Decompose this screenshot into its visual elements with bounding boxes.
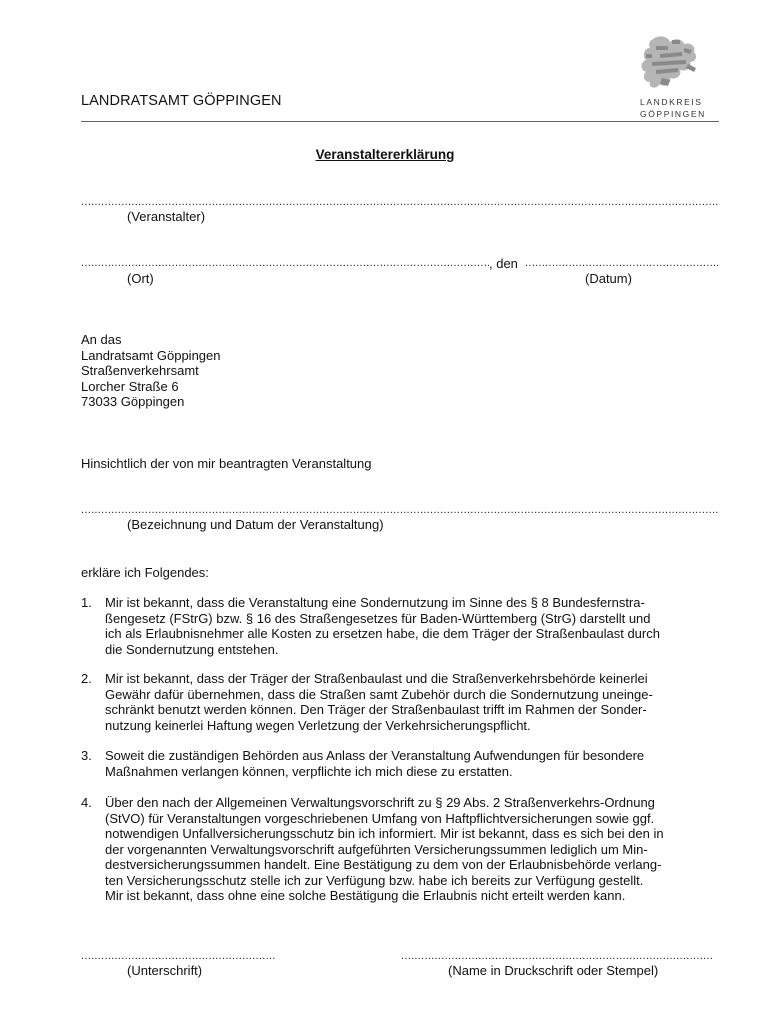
- list-item-line: Mir ist bekannt, dass ohne eine solche Bestätigung die Erlaubnis nicht erteilt werden kann.: [105, 888, 626, 903]
- list-item-line: der vorgenannten Verwaltungsvorschrift aufgeführten Versicherungssummen lediglich um Min-: [105, 841, 648, 857]
- logo-wordmark: [640, 96, 706, 120]
- list-item-1: [81, 595, 719, 657]
- address-line-4: Lorcher Straße 6: [81, 378, 179, 394]
- list-item-line: ich als Erlaubnisnehmer alle Kosten zu ersetzen habe, die dem Träger der Straßenbaulast durch: [105, 626, 660, 641]
- address-block: [81, 332, 220, 410]
- logo-line-2: GÖPPINGEN: [640, 109, 706, 119]
- address-line-1: An das: [81, 332, 122, 347]
- list-item-line: Mir ist bekannt, dass der Träger der Straßenbaulast und die Straßenverkehrsbehörde keinerlei: [105, 671, 648, 686]
- name-label: (Name in Druckschrift oder Stempel): [448, 963, 659, 978]
- place-label: (Ort): [127, 271, 154, 286]
- office-name: LANDRATSAMT GÖPPINGEN: [81, 93, 282, 109]
- list-item-line: schränkt benutzt werden können. Den Träger der Straßenbaulast trifft im Rahmen der Sonder-: [105, 702, 647, 717]
- organizer-label: (Veranstalter): [127, 209, 206, 224]
- date-separator: , den: [489, 256, 518, 271]
- logo-line-1: LANDKREIS: [640, 97, 703, 107]
- lion-logo-icon: [638, 34, 704, 92]
- list-item-number: 4.: [81, 795, 92, 810]
- list-item-number: 3.: [81, 748, 92, 763]
- name-dotted-line[interactable]: [401, 950, 712, 962]
- list-item-line: die Sondernutzung entstehen.: [105, 641, 279, 657]
- date-dotted-line[interactable]: [525, 257, 719, 269]
- address-line-3: Straßenverkehrsamt: [81, 363, 199, 378]
- list-item-line: (StVO) für Veranstaltungen vorgeschriebenen Umfang von Haftpflichtversicherungen sowie ggf.: [105, 810, 655, 826]
- list-item-number: 1.: [81, 595, 92, 610]
- intro-text: Hinsichtlich der von mir beantragten Veranstaltung: [81, 456, 372, 471]
- list-item-line: nutzung keinerlei Haftung wegen Verletzung der Verkehrsicherungspflicht.: [105, 717, 531, 733]
- address-line-2: Landratsamt Göppingen: [81, 347, 221, 363]
- list-item-4: [81, 795, 719, 904]
- signature-label: (Unterschrift): [127, 963, 203, 978]
- date-label: (Datum): [585, 271, 632, 286]
- list-item-2: [81, 671, 719, 733]
- event-label: (Bezeichnung und Datum der Veranstaltung): [127, 517, 384, 532]
- organizer-dotted-line[interactable]: [81, 196, 719, 208]
- list-item-line: Maßnahmen verlangen können, verpflichte ich mich diese zu erstatten.: [105, 763, 513, 779]
- document-title: Veranstaltererklärung: [315, 147, 455, 162]
- list-item-line: Gewähr dafür übernehmen, dass die Straßen samt Zubehör durch die Sondernutzung uneinge-: [105, 686, 653, 702]
- list-item-line: ten Versicherungsschutz stelle ich zur Verfügung bzw. habe ich bereits zur Verfügung gestellt.: [105, 872, 644, 888]
- list-item-line: notwendigen Unfallversicherungsschutz bin ich informiert. Mir ist bekannt, dass es sich bei den in: [105, 826, 664, 841]
- list-item-3: [81, 748, 719, 779]
- list-item-line: ßengesetz (FStrG) bzw. § 16 des Straßengesetzes für Baden-Württemberg (StrG) darstellt und: [105, 610, 651, 626]
- event-dotted-line[interactable]: [81, 504, 719, 516]
- place-dotted-line[interactable]: [81, 257, 489, 269]
- list-item-line: destversicherungssummen handelt. Eine Bestätigung zu dem von der Erlaubnisbehörde verlang-: [105, 857, 662, 872]
- declare-text: erkläre ich Folgendes:: [81, 565, 209, 580]
- list-item-line: Über den nach der Allgemeinen Verwaltungsvorschrift zu § 29 Abs. 2 Straßenverkehrs-Ordnung: [105, 795, 655, 810]
- signature-dotted-line[interactable]: [81, 950, 275, 962]
- header-rule: [81, 121, 719, 122]
- address-line-5: 73033 Göppingen: [81, 394, 185, 409]
- list-item-number: 2.: [81, 671, 92, 686]
- list-item-line: Soweit die zuständigen Behörden aus Anlass der Veranstaltung Aufwendungen für besondere: [105, 748, 645, 763]
- list-item-line: Mir ist bekannt, dass die Veranstaltung eine Sondernutzung im Sinne des § 8 Bundesfernstra-: [105, 595, 645, 610]
